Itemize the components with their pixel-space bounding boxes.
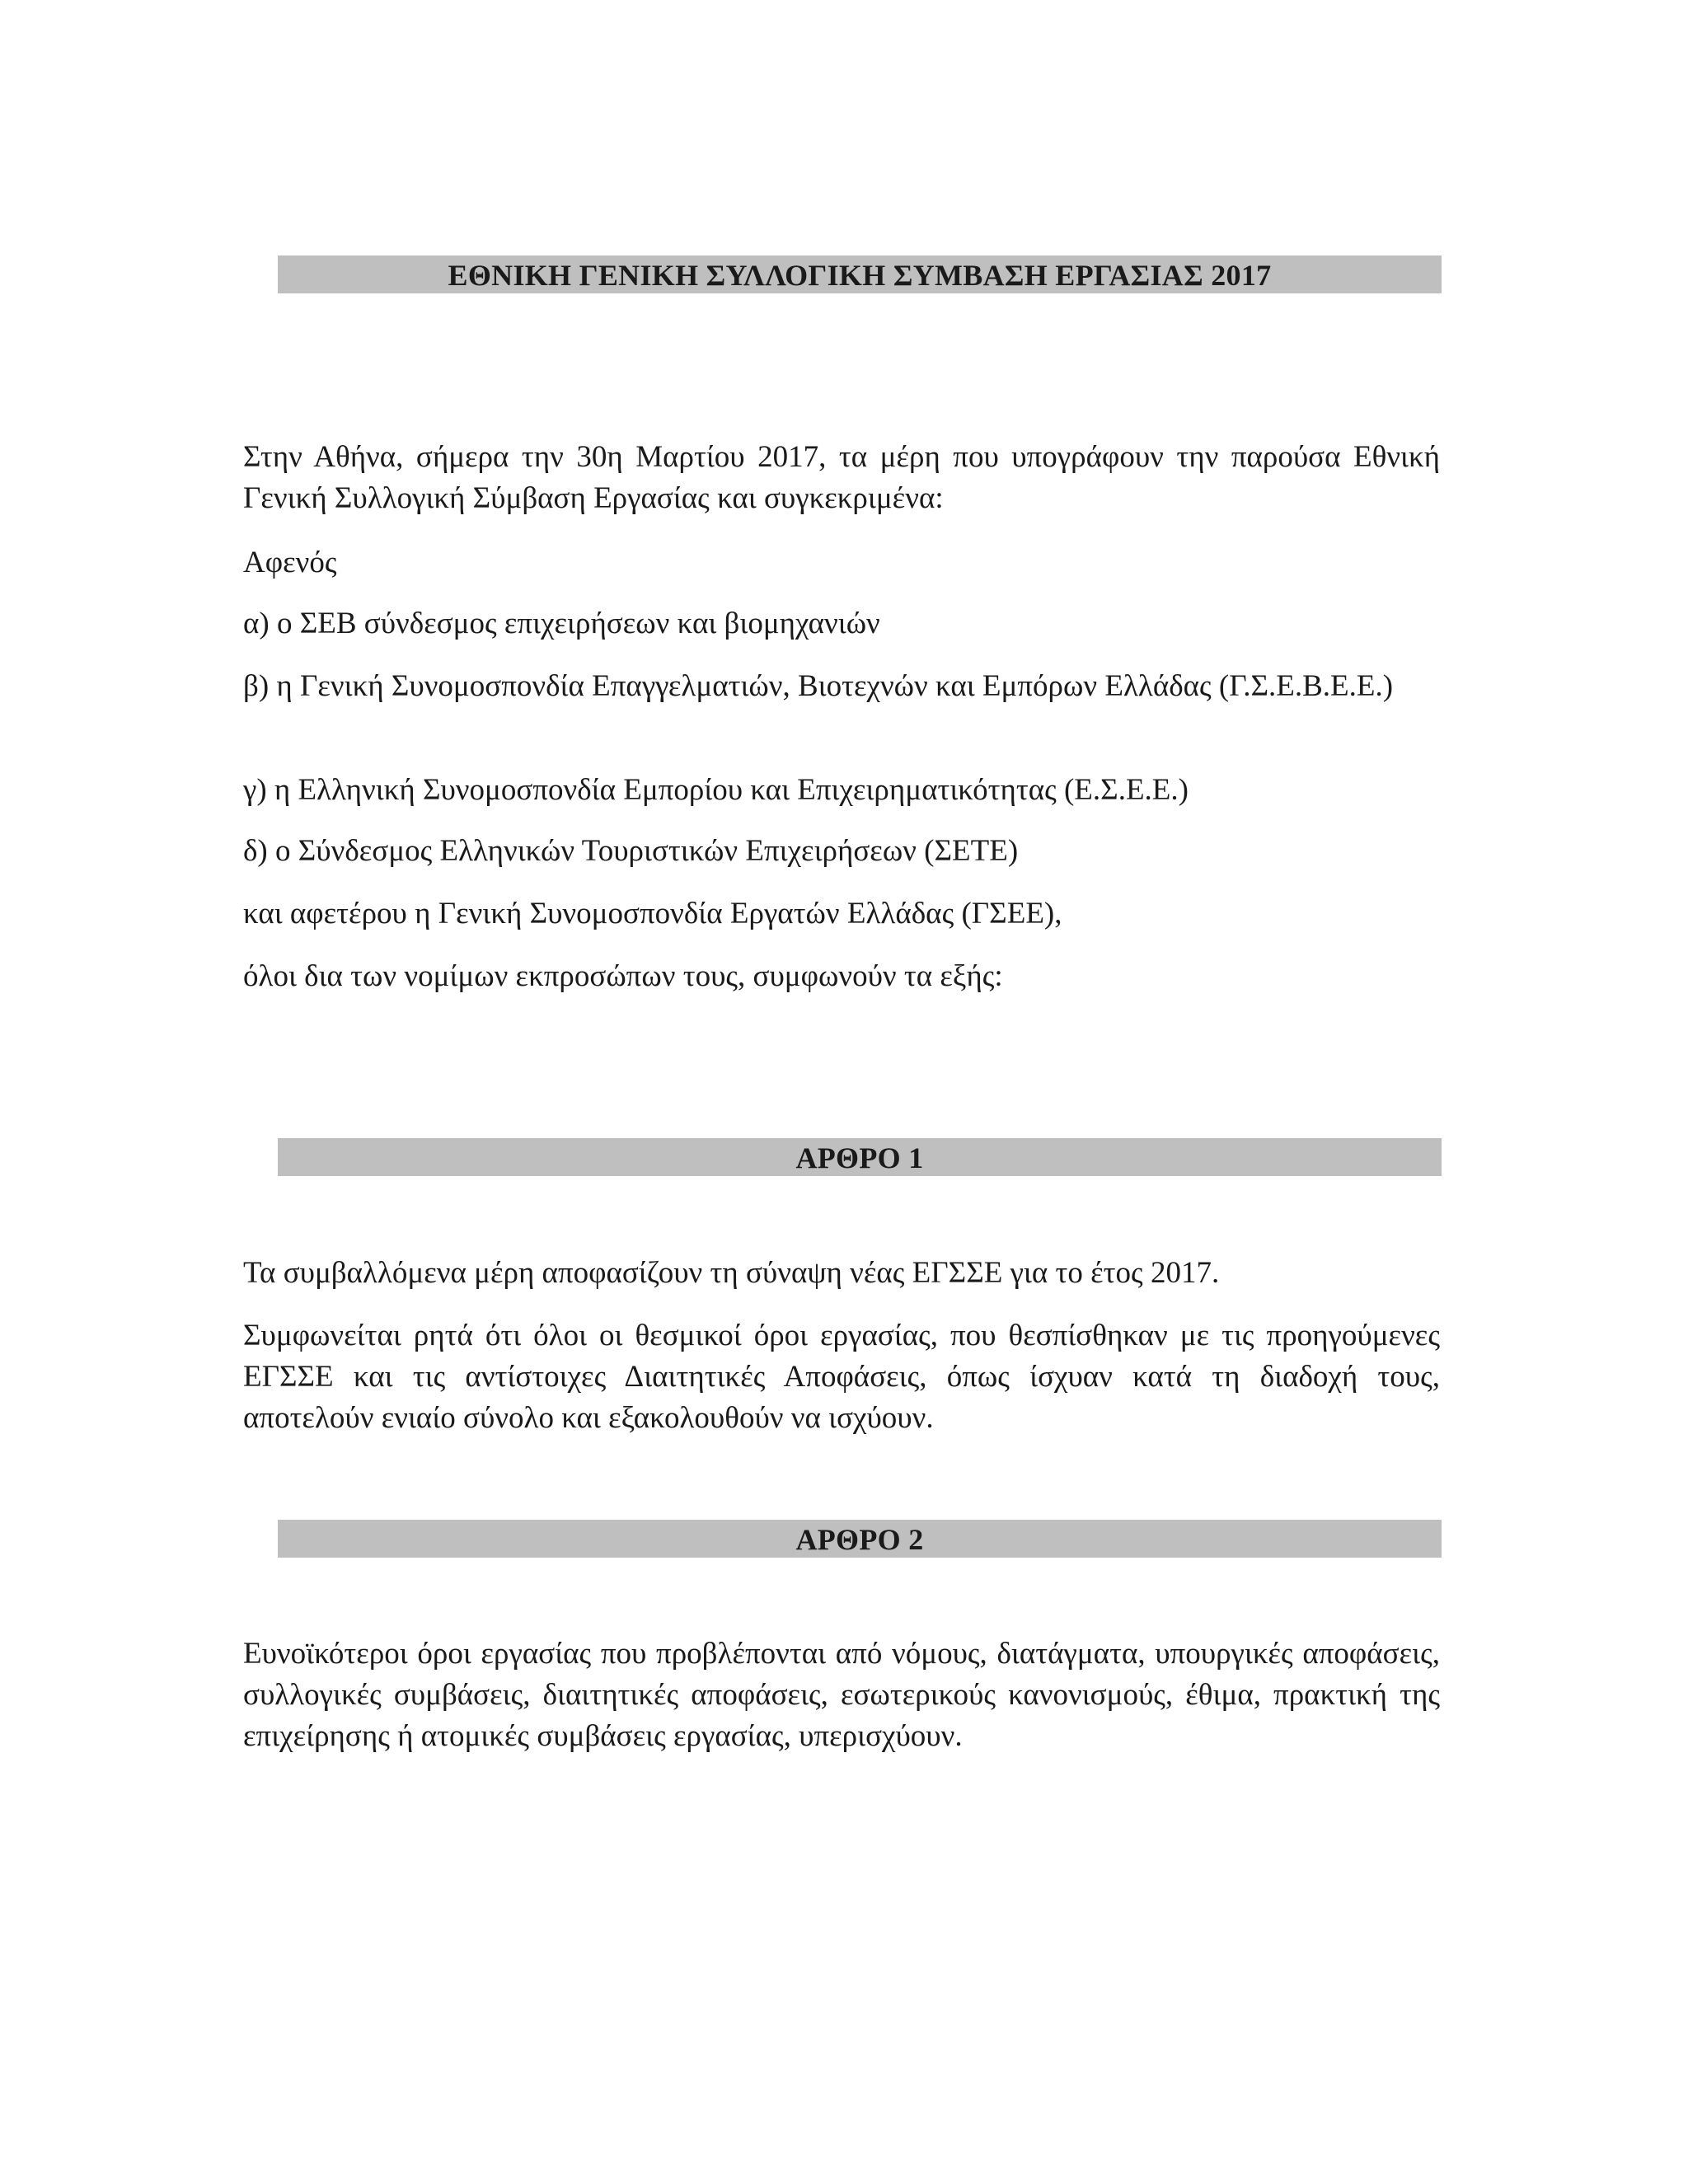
article-1-heading: ΑΡΘΡΟ 1	[278, 1138, 1442, 1176]
article-1-paragraph-2: Συμφωνείται ρητά ότι όλοι οι θεσμικοί όροι εργασίας, που θεσπίσθηκαν με τις προηγούμενες ΕΓΣΣΕ και τις αντίστοιχες Διαιτητικές Αποφάσεις, όπως ίσχυαν κατά τη διαδοχή τους, αποτελούν ενιαίο σύνολο και εξακολουθούν να ισχύουν.	[243, 1319, 1440, 1435]
preamble-afeterou: και αφετέρου η Γενική Συνομοσπονδία Εργατών Ελλάδας (ΓΣΕΕ),	[243, 897, 1062, 930]
preamble-intro: Στην Αθήνα, σήμερα την 30η Μαρτίου 2017, τα μέρη που υπογράφουν την παρούσα Εθνική Γενική Συλλογική Σύμβαση Εργασίας και συγκεκριμένα:	[243, 440, 1440, 515]
article-2-paragraph-1: Ευνοϊκότεροι όροι εργασίας που προβλέπονται από νόμους, διατάγματα, υπουργικές αποφάσεις, συλλογικές συμβάσεις, διαιτητικές αποφάσεις, εσωτερικούς κανονισμούς, έθιμα, πρακτική της επιχείρησης ή ατομικές συμβάσεις εργασίας, υπερισχύουν.	[243, 1637, 1440, 1753]
party-a: α) ο ΣΕΒ σύνδεσμος επιχειρήσεων και βιομηχανιών	[243, 607, 880, 640]
article-1-paragraph-1: Τα συμβαλλόμενα μέρη αποφασίζουν τη σύναψη νέας ΕΓΣΣΕ για το έτος 2017.	[243, 1256, 1220, 1290]
party-c: γ) η Ελληνική Συνομοσπονδία Εμπορίου και Επιχειρηματικότητας (Ε.Σ.Ε.Ε.)	[243, 773, 1189, 807]
preamble-afenos: Αφενός	[243, 546, 337, 579]
article-2-heading: ΑΡΘΡΟ 2	[278, 1520, 1442, 1558]
party-d: δ) ο Σύνδεσμος Ελληνικών Τουριστικών Επιχειρήσεων (ΣΕΤΕ)	[243, 834, 1019, 868]
document-title: ΕΘΝΙΚΗ ΓΕΝΙΚΗ ΣΥΛΛΟΓΙΚΗ ΣΥΜΒΑΣΗ ΕΡΓΑΣΙΑΣ 2017	[278, 255, 1442, 293]
party-b: β) η Γενική Συνομοσπονδία Επαγγελματιών, Βιοτεχνών και Εμπόρων Ελλάδας (Γ.Σ.Ε.Β.Ε.Ε.)	[243, 669, 1394, 703]
preamble-agreement: όλοι δια των νομίμων εκπροσώπων τους, συμφωνούν τα εξής:	[243, 959, 1003, 993]
